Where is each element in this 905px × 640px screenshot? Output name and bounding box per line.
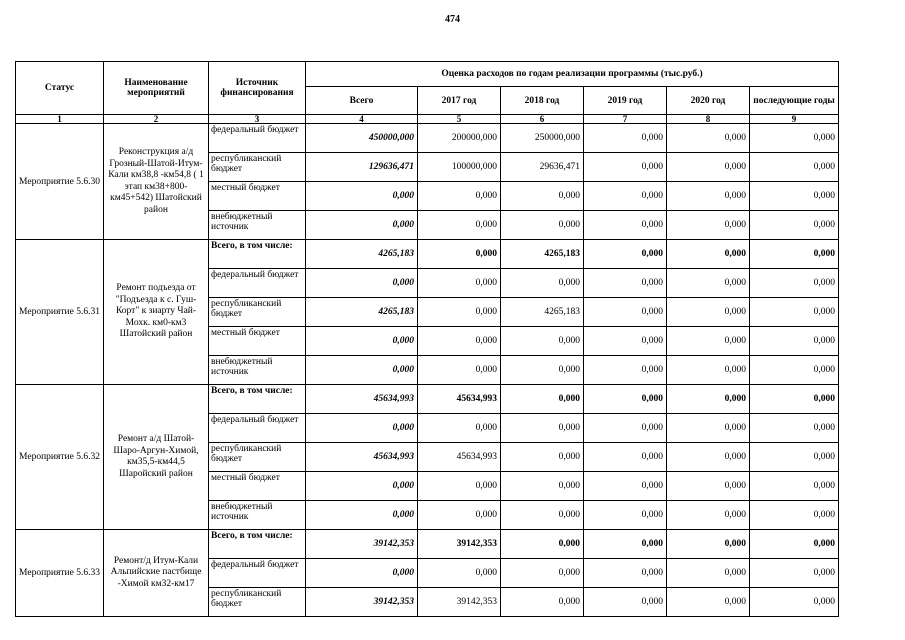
value-cell: 0,000 [750, 559, 839, 588]
funding-source-cell: республиканский бюджет [209, 153, 306, 182]
table-row [16, 124, 839, 153]
budget-table-container [15, 61, 838, 609]
value-cell: 0,000 [667, 588, 750, 617]
total-value-cell: 0,000 [306, 182, 418, 211]
value-cell: 0,000 [667, 124, 750, 153]
value-cell: 0,000 [667, 298, 750, 327]
value-cell: 0,000 [501, 414, 584, 443]
value-cell: 0,000 [501, 472, 584, 501]
header-2018: 2018 год [501, 87, 584, 115]
funding-source-cell: внебюджетный источник [209, 501, 306, 530]
funding-source-cell: федеральный бюджет [209, 414, 306, 443]
value-cell: 0,000 [667, 240, 750, 269]
activity-name-cell: Ремонт а/д Шатой-Шаро-Аргун-Химой, км35,5-км44,5 Шаройский район [104, 385, 209, 530]
total-value-cell: 0,000 [306, 559, 418, 588]
funding-source-cell: внебюджетный источник [209, 356, 306, 385]
value-cell: 0,000 [501, 269, 584, 298]
value-cell: 0,000 [750, 211, 839, 240]
funding-source-cell: федеральный бюджет [209, 269, 306, 298]
value-cell: 0,000 [584, 559, 667, 588]
header-status: Статус [16, 62, 104, 115]
value-cell: 0,000 [750, 153, 839, 182]
table-row [16, 240, 839, 269]
header-subsequent: последующие годы [750, 87, 839, 115]
header-2019: 2019 год [584, 87, 667, 115]
value-cell: 0,000 [501, 182, 584, 211]
value-cell: 250000,000 [501, 124, 584, 153]
funding-source-cell: федеральный бюджет [209, 559, 306, 588]
total-value-cell: 129636,471 [306, 153, 418, 182]
column-number: 3 [209, 115, 306, 124]
value-cell: 0,000 [418, 356, 501, 385]
total-value-cell: 45634,993 [306, 385, 418, 414]
value-cell: 0,000 [750, 298, 839, 327]
column-number: 6 [501, 115, 584, 124]
activity-name-cell: Ремонт подъезда от "Подъезда к с. Гуш-Корт" к зиарту Чай-Мохк. км0-км3 Шатойский район [104, 240, 209, 385]
value-cell: 39142,353 [418, 588, 501, 617]
funding-source-cell: Всего, в том числе: [209, 240, 306, 269]
activity-name-cell: Ремонт/д Итум-Кали Альпийские пастбище -Химой км32-км17 [104, 530, 209, 617]
header-total: Всего [306, 87, 418, 115]
value-cell: 0,000 [750, 501, 839, 530]
value-cell: 0,000 [667, 153, 750, 182]
value-cell: 0,000 [584, 327, 667, 356]
value-cell: 200000,000 [418, 124, 501, 153]
value-cell: 0,000 [418, 182, 501, 211]
total-value-cell: 0,000 [306, 327, 418, 356]
value-cell: 0,000 [501, 588, 584, 617]
column-number: 8 [667, 115, 750, 124]
value-cell: 0,000 [750, 472, 839, 501]
total-value-cell: 4265,183 [306, 298, 418, 327]
header-name: Наименование мероприятий [104, 62, 209, 115]
value-cell: 0,000 [584, 588, 667, 617]
value-cell: 0,000 [667, 414, 750, 443]
funding-source-cell: местный бюджет [209, 327, 306, 356]
total-value-cell: 39142,353 [306, 530, 418, 559]
column-number: 4 [306, 115, 418, 124]
value-cell: 0,000 [667, 385, 750, 414]
funding-source-cell: Всего, в том числе: [209, 385, 306, 414]
header-2020: 2020 год [667, 87, 750, 115]
value-cell: 0,000 [584, 211, 667, 240]
header-source: Источник финансирования [209, 62, 306, 115]
column-number: 5 [418, 115, 501, 124]
total-value-cell: 0,000 [306, 501, 418, 530]
value-cell: 0,000 [750, 588, 839, 617]
header-2017: 2017 год [418, 87, 501, 115]
column-number: 7 [584, 115, 667, 124]
value-cell: 0,000 [418, 298, 501, 327]
value-cell: 0,000 [584, 443, 667, 472]
value-cell: 100000,000 [418, 153, 501, 182]
funding-source-cell: федеральный бюджет [209, 124, 306, 153]
value-cell: 45634,993 [418, 385, 501, 414]
value-cell: 0,000 [418, 472, 501, 501]
total-value-cell: 0,000 [306, 414, 418, 443]
value-cell: 0,000 [418, 501, 501, 530]
value-cell: 0,000 [501, 385, 584, 414]
funding-source-cell: внебюджетный источник [209, 211, 306, 240]
total-value-cell: 0,000 [306, 356, 418, 385]
value-cell: 0,000 [667, 269, 750, 298]
column-number: 9 [750, 115, 839, 124]
funding-source-cell: Всего, в том числе: [209, 530, 306, 559]
value-cell: 0,000 [750, 385, 839, 414]
value-cell: 0,000 [501, 443, 584, 472]
funding-source-cell: республиканский бюджет [209, 443, 306, 472]
value-cell: 0,000 [418, 327, 501, 356]
value-cell: 0,000 [584, 472, 667, 501]
value-cell: 0,000 [584, 501, 667, 530]
value-cell: 0,000 [750, 414, 839, 443]
total-value-cell: 39142,353 [306, 588, 418, 617]
page-number: 474 [445, 14, 460, 25]
header-estimate: Оценка расходов по годам реализации программы (тыс.руб.) [306, 62, 839, 87]
status-cell: Мероприятие 5.6.32 [16, 385, 104, 530]
value-cell: 0,000 [667, 472, 750, 501]
value-cell: 0,000 [667, 211, 750, 240]
value-cell: 0,000 [418, 559, 501, 588]
value-cell: 4265,183 [501, 298, 584, 327]
value-cell: 45634,993 [418, 443, 501, 472]
value-cell: 0,000 [750, 269, 839, 298]
funding-source-cell: местный бюджет [209, 472, 306, 501]
status-cell: Мероприятие 5.6.31 [16, 240, 104, 385]
table-row [16, 385, 839, 414]
value-cell: 0,000 [418, 414, 501, 443]
value-cell: 0,000 [418, 211, 501, 240]
value-cell: 29636,471 [501, 153, 584, 182]
value-cell: 0,000 [584, 269, 667, 298]
value-cell: 0,000 [501, 211, 584, 240]
value-cell: 0,000 [584, 385, 667, 414]
value-cell: 0,000 [501, 501, 584, 530]
funding-source-cell: республиканский бюджет [209, 298, 306, 327]
total-value-cell: 45634,993 [306, 443, 418, 472]
value-cell: 0,000 [501, 530, 584, 559]
value-cell: 0,000 [418, 269, 501, 298]
value-cell: 0,000 [750, 240, 839, 269]
value-cell: 0,000 [750, 327, 839, 356]
value-cell: 0,000 [501, 559, 584, 588]
value-cell: 0,000 [667, 559, 750, 588]
activity-name-cell: Реконструкция а/д Грозный-Шатой-Итум-Кали км38,8 -км54,8 ( 1 этап км38+800-км45+542) Шатойский район [104, 124, 209, 240]
value-cell: 0,000 [667, 327, 750, 356]
value-cell: 39142,353 [418, 530, 501, 559]
funding-source-cell: республиканский бюджет [209, 588, 306, 617]
status-cell: Мероприятие 5.6.30 [16, 124, 104, 240]
value-cell: 0,000 [584, 298, 667, 327]
value-cell: 0,000 [667, 501, 750, 530]
column-number: 1 [16, 115, 104, 124]
value-cell: 0,000 [584, 153, 667, 182]
value-cell: 0,000 [667, 530, 750, 559]
value-cell: 0,000 [584, 240, 667, 269]
value-cell: 4265,183 [501, 240, 584, 269]
value-cell: 0,000 [750, 124, 839, 153]
total-value-cell: 4265,183 [306, 240, 418, 269]
column-number: 2 [104, 115, 209, 124]
table-body [16, 124, 839, 617]
total-value-cell: 450000,000 [306, 124, 418, 153]
value-cell: 0,000 [667, 443, 750, 472]
value-cell: 0,000 [584, 414, 667, 443]
value-cell: 0,000 [750, 530, 839, 559]
value-cell: 0,000 [584, 356, 667, 385]
value-cell: 0,000 [667, 182, 750, 211]
value-cell: 0,000 [418, 240, 501, 269]
value-cell: 0,000 [584, 124, 667, 153]
value-cell: 0,000 [750, 356, 839, 385]
value-cell: 0,000 [750, 443, 839, 472]
table-row [16, 530, 839, 559]
total-value-cell: 0,000 [306, 472, 418, 501]
value-cell: 0,000 [750, 182, 839, 211]
total-value-cell: 0,000 [306, 211, 418, 240]
value-cell: 0,000 [501, 356, 584, 385]
total-value-cell: 0,000 [306, 269, 418, 298]
value-cell: 0,000 [584, 530, 667, 559]
value-cell: 0,000 [501, 327, 584, 356]
budget-table [15, 61, 839, 617]
status-cell: Мероприятие 5.6.33 [16, 530, 104, 617]
funding-source-cell: местный бюджет [209, 182, 306, 211]
value-cell: 0,000 [584, 182, 667, 211]
value-cell: 0,000 [667, 356, 750, 385]
